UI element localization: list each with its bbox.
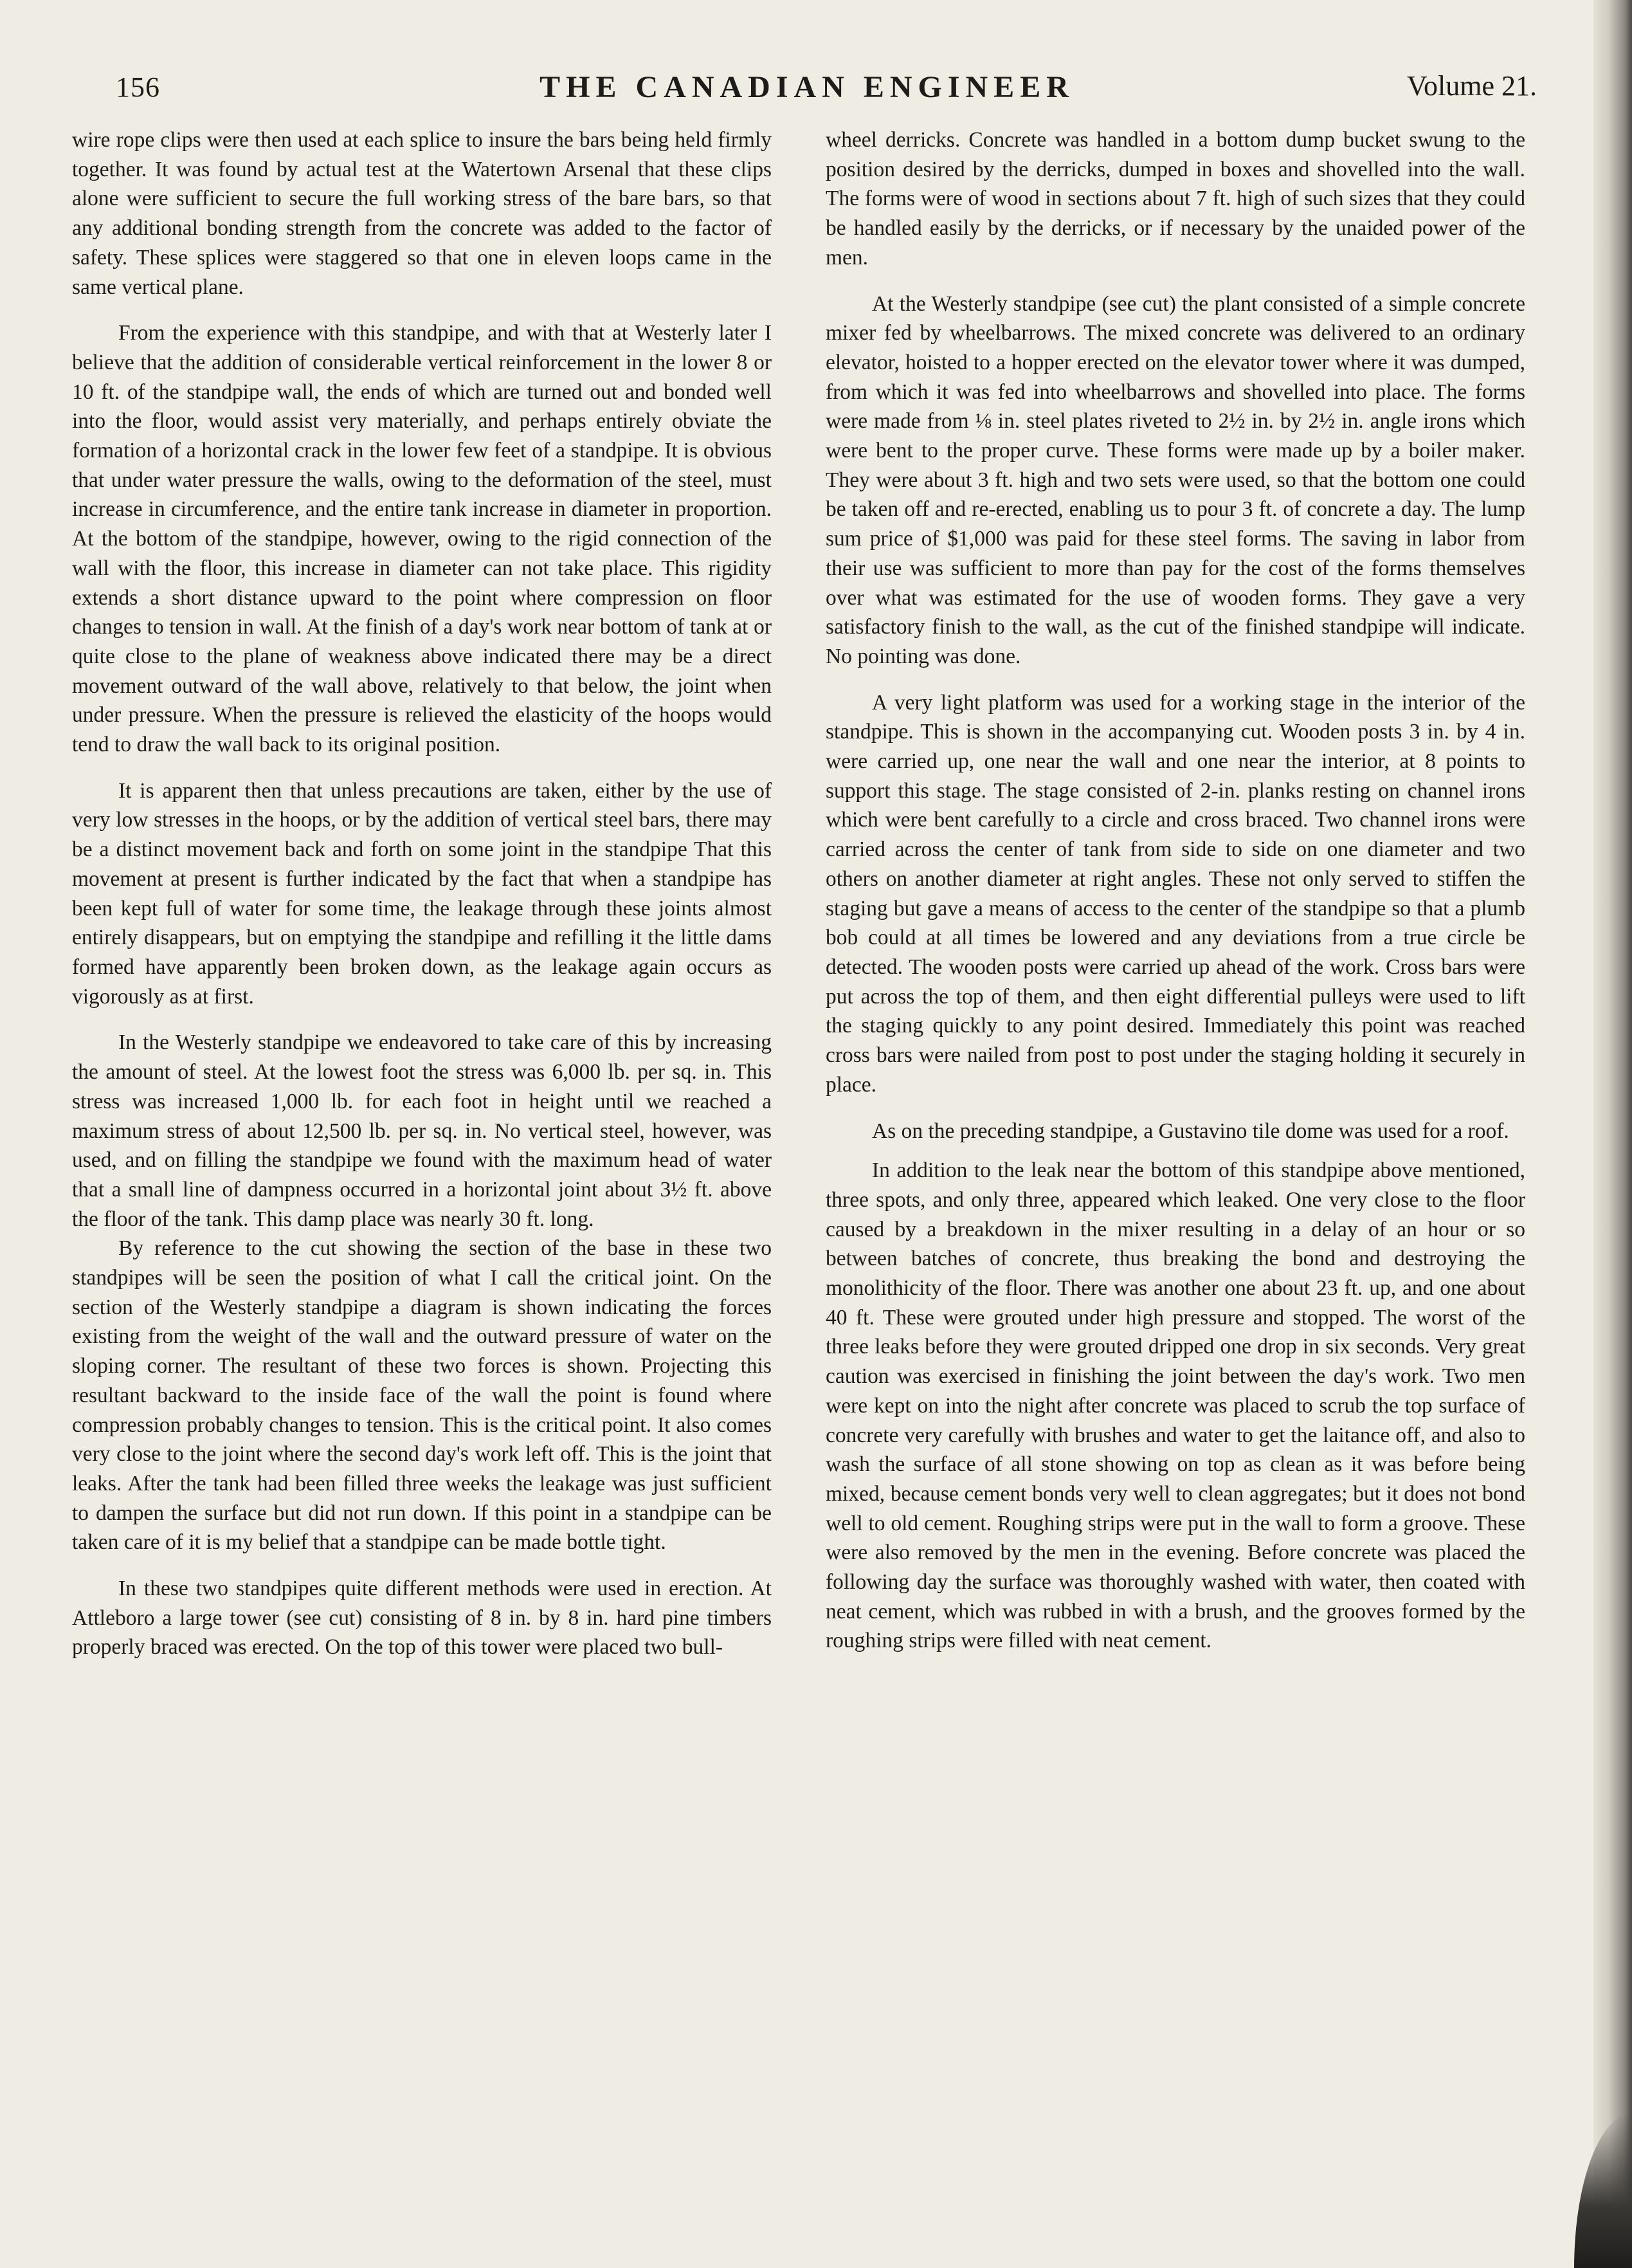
- paragraph: A very light platform was used for a working stage in the interior of the standpipe. This is shown in the accompanying cut. Wooden posts 3 in. by 4 in. were carried up, one near the wall and one near the interior, at 8 points to support this stage. The stage consisted of 2-in. planks resting on channel irons which were bent carefully to a circle and cross braced. Two channel irons were carried across the center of tank from side to side on one diameter and two others on another diameter at right angles. These not only served to stiffen the staging but gave a means of access to the center of the standpipe so that a plumb bob could at all times be lowered and any deviations from a true circle be detected. The wooden posts were carried up ahead of the work. Cross bars were put across the top of them, and then eight differential pulleys were used to lift the staging quickly to any point desired. Immediately this point was reached cross bars were nailed from post to post under the staging holding it securely in place.: [826, 690, 1525, 1097]
- paragraph: It is apparent then that unless precautions are taken, either by the use of very low stresses in the hoops, or by the addition of vertical steel bars, there may be a distinct movement back and forth on some joint in the standpipe That this movement at present is further indicated by the fact that when a standpipe has been kept full of water for some time, the leakage through these joints almost entirely disappears, but on emptying the standpipe and refilling it the little dams formed have apparently been broken down, as the leakage again occurs as vigorously as at first.: [72, 778, 772, 1009]
- paragraph: By reference to the cut showing the section of the base in these two standpipes will be seen the position of what I call the critical joint. On the section of the Westerly standpipe a diagram is shown indicating the forces existing from the weight of the wall and the outward pressure of water on the sloping corner. The resultant of these two forces is shown. Projecting this resultant backward to the inside face of the wall the point is found where compression probably changes to tension. This is the critical point. It also comes very close to the joint where the second day's work left off. This is the joint that leaks. After the tank had been filled three weeks the leakage was just sufficient to dampen the surface but did not run down. If this point in a standpipe can be taken care of it is my belief that a standpipe can be made bottle tight.: [72, 1236, 772, 1555]
- volume-label: Volume 21.: [1406, 70, 1537, 102]
- left-column: [72, 125, 772, 1679]
- paragraph: In the Westerly standpipe we endeavored to take care of this by increasing the amount of steel. At the lowest foot the stress was 6,000 lb. per sq. in. This stress was increased 1,000 lb. for each foot in height until we reached a maximum stress of about 12,500 lb. per sq. in. No vertical steel, however, was used, and on filling the standpipe we found with the maximum head of water that a small line of dampness occurred in a horizontal joint about 3½ ft. above the floor of the tank. This damp place was nearly 30 ft. long.: [72, 1030, 772, 1231]
- paragraph: As on the preceding standpipe, a Gustavino tile dome was used for a roof.: [872, 1119, 1509, 1143]
- paragraph: In addition to the leak near the bottom of this standpipe above mentioned, three spots, and only three, appeared which leaked. One very close to the floor caused by a breakdown in the mixer resulting in a delay of an hour or so between batches of concrete, thus breaking the bond and destroying the monolithicity of the floor. There was another one about 23 ft. up, and one about 40 ft. These were grouted under high pressure and stopped. The worst of the three leaks before they were grouted dripped one drop in six seconds. Very great caution was exercised in finishing the joint between the day's work. Two men were kept on into the night after concrete was placed to scrub the top surface of concrete very carefully with brushes and water to get the laitance off, and also to wash the surface of all stone showing on top as clean as it was before being mixed, because cement bonds very well to clean aggregates; but it does not bond well to old cement. Roughing strips were put in the wall to form a groove. These were also removed by the men in the evening. Before concrete was placed the following day the surface was thoroughly washed with water, then coated with neat cement, which was rubbed in with a brush, and the grooves formed by the roughing strips were filled with neat cement.: [826, 1158, 1525, 1653]
- right-column: [826, 125, 1525, 1672]
- page-edge-shadow: [1593, 0, 1632, 2268]
- page-corner-shadow: [1574, 2114, 1632, 2268]
- page-number: 156: [116, 71, 160, 103]
- journal-title: THE CANADIAN ENGINEER: [539, 70, 1074, 104]
- paragraph: wheel derricks. Concrete was handled in a bottom dump bucket swung to the position desired by the derricks, dumped in boxes and shovelled into the wall. The forms were of wood in sections about 7 ft. high of such sizes that they could be handled easily by the derricks, or if necessary by the unaided power of the men.: [826, 128, 1525, 270]
- running-header: [77, 64, 1537, 116]
- paragraph: From the experience with this standpipe, and with that at Westerly later I believe that the addition of considerable vertical reinforcement in the lower 8 or 10 ft. of the standpipe wall, the ends of which are turned out and bonded well into the floor, would assist very materially, and perhaps entirely obviate the formation of a horizontal crack in the lower few feet of a standpipe. It is obvious that under water pressure the walls, owing to the deformation of the steel, must increase in circumference, and the entire tank increase in diameter in proportion. At the bottom of the standpipe, however, owing to the rigid connection of the wall with the floor, this increase in diameter can not take place. This rigidity extends a short distance upward to the point where compression on floor changes to tension in wall. At the finish of a day's work near bottom of tank at or quite close to the plane of weakness above indicated there may be a direct movement outward of the wall above, relatively to that below, the joint when under pressure. When the pressure is relieved the elasticity of the hoops would tend to draw the wall back to its original position.: [72, 321, 772, 757]
- paragraph: In these two standpipes quite different methods were used in erection. At Attleboro a large tower (see cut) consisting of 8 in. by 8 in. hard pine timbers properly braced was erected. On the top of this tower were placed two bull-: [72, 1577, 772, 1660]
- paragraph: wire rope clips were then used at each splice to insure the bars being held firmly together. It was found by actual test at the Watertown Arsenal that these clips alone were sufficient to secure the full working stress of the bare bars, so that any additional bonding strength from the concrete was added to the factor of safety. These splices were staggered so that one in eleven loops came in the same vertical plane.: [72, 128, 772, 299]
- paragraph: At the Westerly standpipe (see cut) the plant consisted of a simple concrete mixer fed by wheelbarrows. The mixed concrete was delivered to an ordinary elevator, hoisted to a hopper erected on the elevator tower where it was dumped, from which it was fed into wheelbarrows and shovelled into place. The forms were made from ⅛ in. steel plates riveted to 2½ in. by 2½ in. angle irons which were bent to the proper curve. These forms were made up by a boiler maker. They were about 3 ft. high and two sets were used, so that the bottom one could be taken off and re-erected, enabling us to pour 3 ft. of concrete a day. The lump sum price of $1,000 was paid for these steel forms. The saving in labor from their use was sufficient to more than pay for the cost of the forms themselves over what was estimated for the use of wooden forms. They gave a very satisfactory finish to the wall, as the cut of the finished standpipe will indicate. No pointing was done.: [826, 291, 1525, 668]
